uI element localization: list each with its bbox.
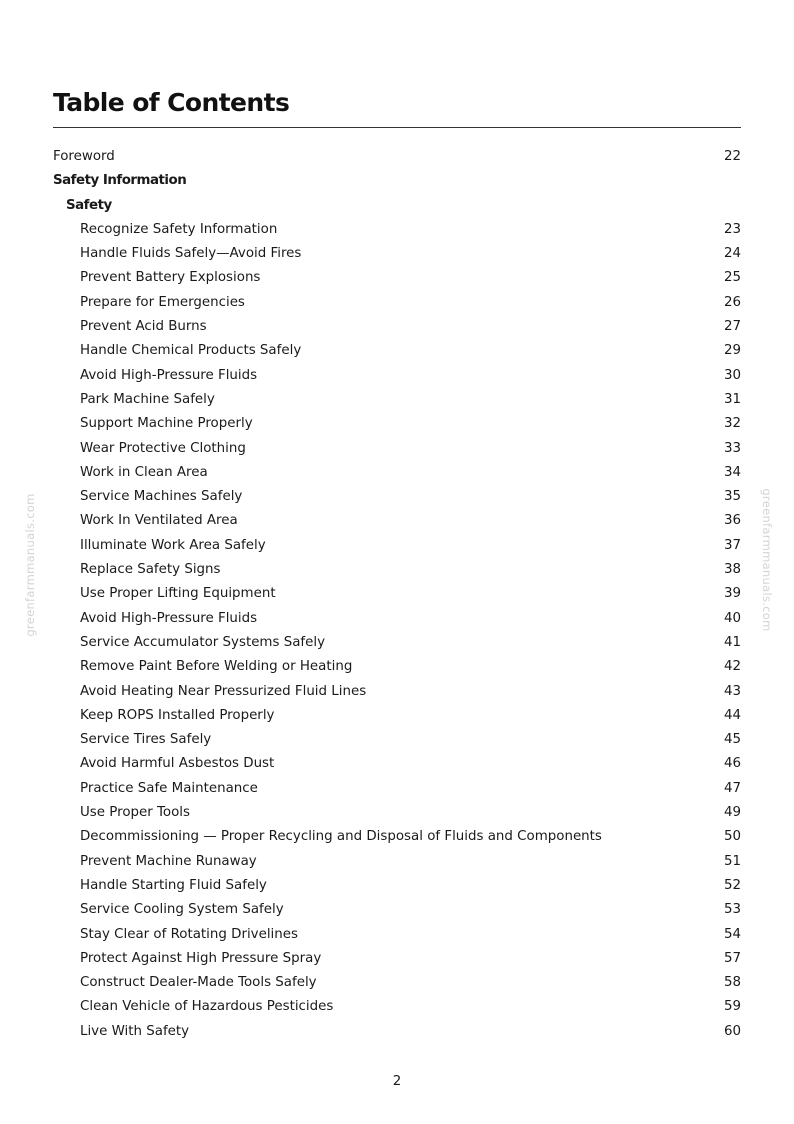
- toc-entry-page-number: 45: [723, 732, 741, 748]
- toc-entry-label: Decommissioning — Proper Recycling and Disposal of Fluids and Components: [80, 829, 602, 845]
- toc-entry[interactable]: [53, 509, 741, 533]
- toc-entry-page-number: 29: [723, 343, 741, 359]
- toc-entry[interactable]: [53, 801, 741, 825]
- toc-entry-label: Prevent Battery Explosions: [80, 270, 261, 286]
- toc-entry-label: Live With Safety: [80, 1023, 190, 1039]
- toc-entry-label: Prevent Acid Burns: [80, 319, 207, 335]
- toc-entry[interactable]: [53, 607, 741, 631]
- toc-entry[interactable]: [53, 898, 741, 922]
- toc-entry-label: Work in Clean Area: [80, 464, 208, 480]
- toc-entry-page-number: 39: [723, 586, 741, 602]
- toc-entry-page-number: 40: [723, 610, 741, 626]
- toc-entry[interactable]: [53, 874, 741, 898]
- toc-entry-page-number: 57: [723, 950, 741, 966]
- toc-entry-page-number: 58: [723, 975, 741, 991]
- toc-entry[interactable]: [53, 680, 741, 704]
- toc-entry[interactable]: [53, 825, 741, 849]
- toc-entry[interactable]: [53, 995, 741, 1019]
- toc-entry-page-number: 47: [723, 780, 741, 796]
- toc-entry-page-number: 34: [723, 464, 741, 480]
- toc-entry-page-number: 51: [723, 853, 741, 869]
- toc-entry-page-number: 24: [723, 246, 741, 262]
- toc-entry-label: Work In Ventilated Area: [80, 513, 238, 529]
- toc-entry[interactable]: [53, 437, 741, 461]
- toc-entry-label: Use Proper Lifting Equipment: [80, 586, 276, 602]
- toc-section-heading: [53, 169, 741, 193]
- toc-entry-page-number: 52: [723, 877, 741, 893]
- toc-entry-label: Foreword: [53, 149, 115, 164]
- toc-entry[interactable]: [53, 582, 741, 606]
- toc-entry-label: Safety: [66, 197, 112, 213]
- toc-entry[interactable]: [53, 461, 741, 485]
- toc-entry-label: Avoid High-Pressure Fluids: [80, 610, 258, 626]
- toc-entry-label: Keep ROPS Installed Properly: [80, 707, 275, 723]
- toc-entry-page-number: 50: [723, 829, 741, 845]
- toc-entry-page-number: 38: [723, 562, 741, 578]
- toc-entry-label: Avoid Heating Near Pressurized Fluid Lines: [80, 683, 367, 699]
- toc-entry[interactable]: [53, 266, 741, 290]
- toc-entry-label: Use Proper Tools: [80, 805, 191, 821]
- toc-entry-page-number: 26: [723, 294, 741, 310]
- toc-entry-page-number: 32: [723, 416, 741, 432]
- toc-entry[interactable]: [53, 218, 741, 242]
- toc-entry[interactable]: [53, 752, 741, 776]
- toc-entry-label: Recognize Safety Information: [80, 221, 278, 237]
- toc-entry[interactable]: [53, 242, 741, 266]
- toc-entry-label: Service Cooling System Safely: [80, 902, 284, 918]
- toc-entry[interactable]: [53, 291, 741, 315]
- toc-entry-page-number: 42: [723, 659, 741, 675]
- toc-entry[interactable]: [53, 315, 741, 339]
- toc-entry-label: Prepare for Emergencies: [80, 294, 245, 310]
- toc-entry-page-number: 54: [723, 926, 741, 942]
- toc-entry-label: Handle Starting Fluid Safely: [80, 877, 267, 893]
- toc-entry[interactable]: [53, 1020, 741, 1044]
- toc-entry-page-number: 22: [723, 149, 741, 164]
- toc-entry-label: Remove Paint Before Welding or Heating: [80, 659, 353, 675]
- toc-entry-label: Stay Clear of Rotating Drivelines: [80, 926, 298, 942]
- toc-entry-page-number: 53: [723, 902, 741, 918]
- toc-entry[interactable]: [53, 704, 741, 728]
- toc-entry-page-number: 59: [723, 999, 741, 1015]
- page-number: 2: [392, 1074, 402, 1089]
- title-divider: [53, 127, 741, 128]
- toc-entry-page-number: 44: [723, 707, 741, 723]
- toc-entry[interactable]: [53, 339, 741, 363]
- toc-entry-label: Safety Information: [53, 173, 187, 189]
- toc-entry-page-number: 23: [723, 221, 741, 237]
- toc-entry-label: Avoid High-Pressure Fluids: [80, 367, 258, 383]
- toc-entry-page-number: 25: [723, 270, 741, 286]
- toc-entry[interactable]: [53, 777, 741, 801]
- toc-section-heading: [53, 194, 741, 218]
- toc-entry[interactable]: [53, 145, 741, 169]
- toc-entry-page-number: 37: [723, 537, 741, 553]
- toc-entry-label: Construct Dealer-Made Tools Safely: [80, 975, 317, 991]
- toc-entry-label: Wear Protective Clothing: [80, 440, 246, 456]
- toc-entry-label: Service Machines Safely: [80, 489, 243, 505]
- toc-entry-page-number: 46: [723, 756, 741, 772]
- toc-entry-label: Prevent Machine Runaway: [80, 853, 257, 869]
- toc-entry-label: Handle Chemical Products Safely: [80, 343, 302, 359]
- toc-entry-label: Service Tires Safely: [80, 732, 212, 748]
- toc-entry-label: Support Machine Properly: [80, 416, 253, 432]
- toc-entry[interactable]: [53, 534, 741, 558]
- toc-entry-label: Illuminate Work Area Safely: [80, 537, 266, 553]
- watermark-right: greenfarmmanuals.com: [760, 488, 774, 632]
- toc-entry-label: Replace Safety Signs: [80, 562, 221, 578]
- toc-entry[interactable]: [53, 485, 741, 509]
- toc-entry[interactable]: [53, 631, 741, 655]
- toc-entry-label: Avoid Harmful Asbestos Dust: [80, 756, 275, 772]
- toc-entry-label: Protect Against High Pressure Spray: [80, 950, 322, 966]
- toc-entry-page-number: 49: [723, 805, 741, 821]
- toc-entry-page-number: 60: [723, 1023, 741, 1039]
- toc-entry-page-number: 41: [723, 634, 741, 650]
- toc-entry-page-number: 35: [723, 489, 741, 505]
- toc-entry-page-number: 31: [723, 391, 741, 407]
- toc-entry[interactable]: [53, 947, 741, 971]
- toc-entry-label: Service Accumulator Systems Safely: [80, 634, 326, 650]
- toc-entry[interactable]: [53, 364, 741, 388]
- toc-entry-page-number: 43: [723, 683, 741, 699]
- toc-entry-page-number: 33: [723, 440, 741, 456]
- watermark-left: greenfarmmanuals.com: [23, 493, 37, 637]
- toc-entry[interactable]: [53, 850, 741, 874]
- toc-entry[interactable]: [53, 388, 741, 412]
- toc-entry-label: Clean Vehicle of Hazardous Pesticides: [80, 999, 334, 1015]
- toc-entry-page-number: 27: [723, 319, 741, 335]
- toc-entry-label: Handle Fluids Safely—Avoid Fires: [80, 246, 302, 262]
- toc-entry[interactable]: [53, 971, 741, 995]
- table-of-contents: [53, 145, 741, 1044]
- toc-entry[interactable]: [53, 728, 741, 752]
- toc-entry-label: Park Machine Safely: [80, 391, 215, 407]
- toc-entry[interactable]: [53, 558, 741, 582]
- toc-entry[interactable]: [53, 655, 741, 679]
- toc-entry[interactable]: [53, 412, 741, 436]
- toc-entry-page-number: 36: [723, 513, 741, 529]
- toc-entry-label: Practice Safe Maintenance: [80, 780, 258, 796]
- toc-entry-page-number: 30: [723, 367, 741, 383]
- toc-entry[interactable]: [53, 923, 741, 947]
- page-title: Table of Contents: [53, 88, 290, 117]
